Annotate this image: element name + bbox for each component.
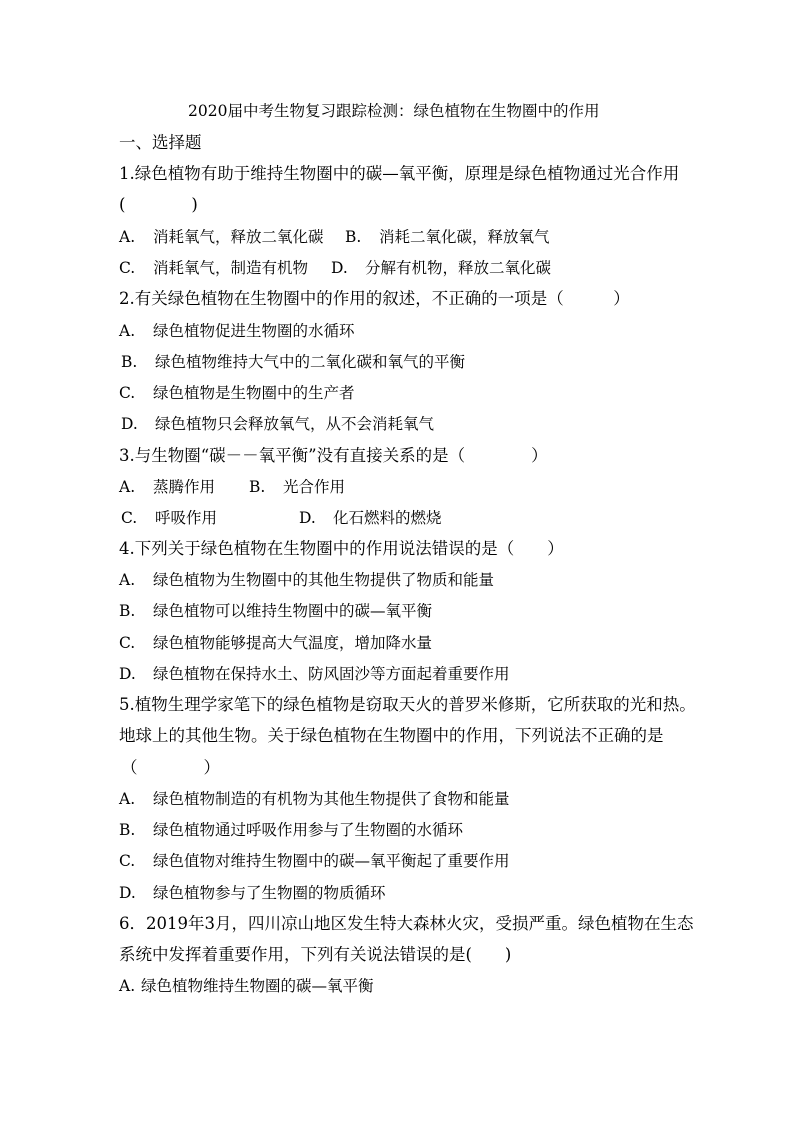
- option-label: C.: [119, 259, 136, 277]
- option-label: B.: [119, 602, 136, 620]
- question-6-stem-line-2: 系统中发挥着重要作用，下列有关说法错误的是( ): [119, 945, 512, 964]
- option-label: B.: [119, 821, 136, 839]
- option-label: A.: [119, 322, 136, 340]
- option-text: 绿色植物促进生物圈的水循环: [153, 322, 355, 340]
- option-text: 光合作用: [283, 478, 346, 496]
- option-label: D.: [119, 884, 136, 902]
- option-label: A.: [119, 790, 136, 808]
- option-label: A.: [119, 228, 136, 246]
- option-label: D.: [119, 665, 136, 683]
- option-text: 呼吸作用: [155, 509, 218, 527]
- option-label: C.: [119, 634, 136, 652]
- option-label: B.: [345, 228, 362, 246]
- option-text: 消耗二氧化碳，释放氧气: [379, 228, 550, 246]
- question-5-blank: （ ）: [121, 758, 220, 777]
- option-text: 绿色植物维持大气中的二氧化碳和氧气的平衡: [155, 353, 466, 371]
- option-label: D.: [121, 415, 138, 433]
- question-4-stem: 4.下列关于绿色植物在生物圈中的作用说法错误的是（ ）: [119, 539, 564, 558]
- option-text: 绿色植物可以维持生物圈中的碳—氧平衡: [153, 602, 433, 620]
- option-text: 绿色值物对维持生物圈中的碳—氧平衡起了重要作用: [153, 852, 510, 870]
- option-label: C.: [119, 852, 136, 870]
- option-label: D.: [331, 259, 348, 277]
- section-heading: 一、选择题: [119, 133, 202, 152]
- question-6-stem: 6．2019年3月，四川凉山地区发生特大森林火灾，受损严重。绿色植物在生态: [119, 914, 694, 933]
- option-text: 绿色植物在保持水土、防风固沙等方面起着重要作用: [153, 665, 510, 683]
- option-label: C.: [119, 384, 136, 402]
- question-3-stem: 3.与生物圈“碳－－氧平衡”没有直接关系的是（ ）: [119, 446, 548, 465]
- option-label: A.: [119, 571, 136, 589]
- option-label: C.: [121, 509, 138, 527]
- option-label: B.: [121, 353, 138, 371]
- option-text: 分解有机物，释放二氧化碳: [365, 259, 552, 277]
- question-1-stem: 1.绿色植物有助于维持生物圈中的碳—氧平衡，原理是绿色植物通过光合作用: [119, 164, 680, 183]
- option-label: A.: [119, 977, 136, 995]
- question-5-stem: 5.植物生理学家笔下的绿色植物是窃取天火的普罗米修斯，它所获取的光和热。: [119, 695, 696, 714]
- option-text: 绿色植物为生物圈中的其他生物提供了物质和能量: [153, 571, 495, 589]
- document-title: 2020届中考生物复习跟踪检测：绿色植物在生物圈中的作用: [188, 102, 600, 120]
- option-text: 化石燃料的燃烧: [333, 509, 442, 527]
- option-text: 绿色植物参与了生物圈的物质循环: [153, 884, 386, 902]
- option-label: D.: [299, 509, 316, 527]
- option-text: 绿色植物能够提高大气温度，增加降水量: [153, 634, 433, 652]
- option-text: 绿色植物通过呼吸作用参与了生物圈的水循环: [153, 821, 464, 839]
- option-label: B.: [249, 478, 266, 496]
- option-text: 绿色植物维持生物圈的碳—氧平衡: [141, 977, 374, 995]
- question-1-blank: ( ): [119, 195, 198, 214]
- question-5-stem-line-2: 地球上的其他生物。关于绿色植物在生物圈中的作用，下列说法不正确的是: [119, 726, 664, 745]
- option-text: 消耗氧气，释放二氧化碳: [153, 228, 324, 246]
- option-label: A.: [119, 478, 136, 496]
- option-text: 蒸腾作用: [153, 478, 216, 496]
- option-text: 绿色植物是生物圈中的生产者: [153, 384, 355, 402]
- option-text: 消耗氧气，制造有机物: [153, 259, 309, 277]
- option-text: 绿色植物制造的有机物为其他生物提供了食物和能量: [153, 790, 510, 808]
- question-2-stem: 2.有关绿色植物在生物圈中的作用的叙述，不正确的一项是（ ）: [119, 289, 630, 308]
- option-text: 绿色植物只会释放氧气，从不会消耗氧气: [155, 415, 435, 433]
